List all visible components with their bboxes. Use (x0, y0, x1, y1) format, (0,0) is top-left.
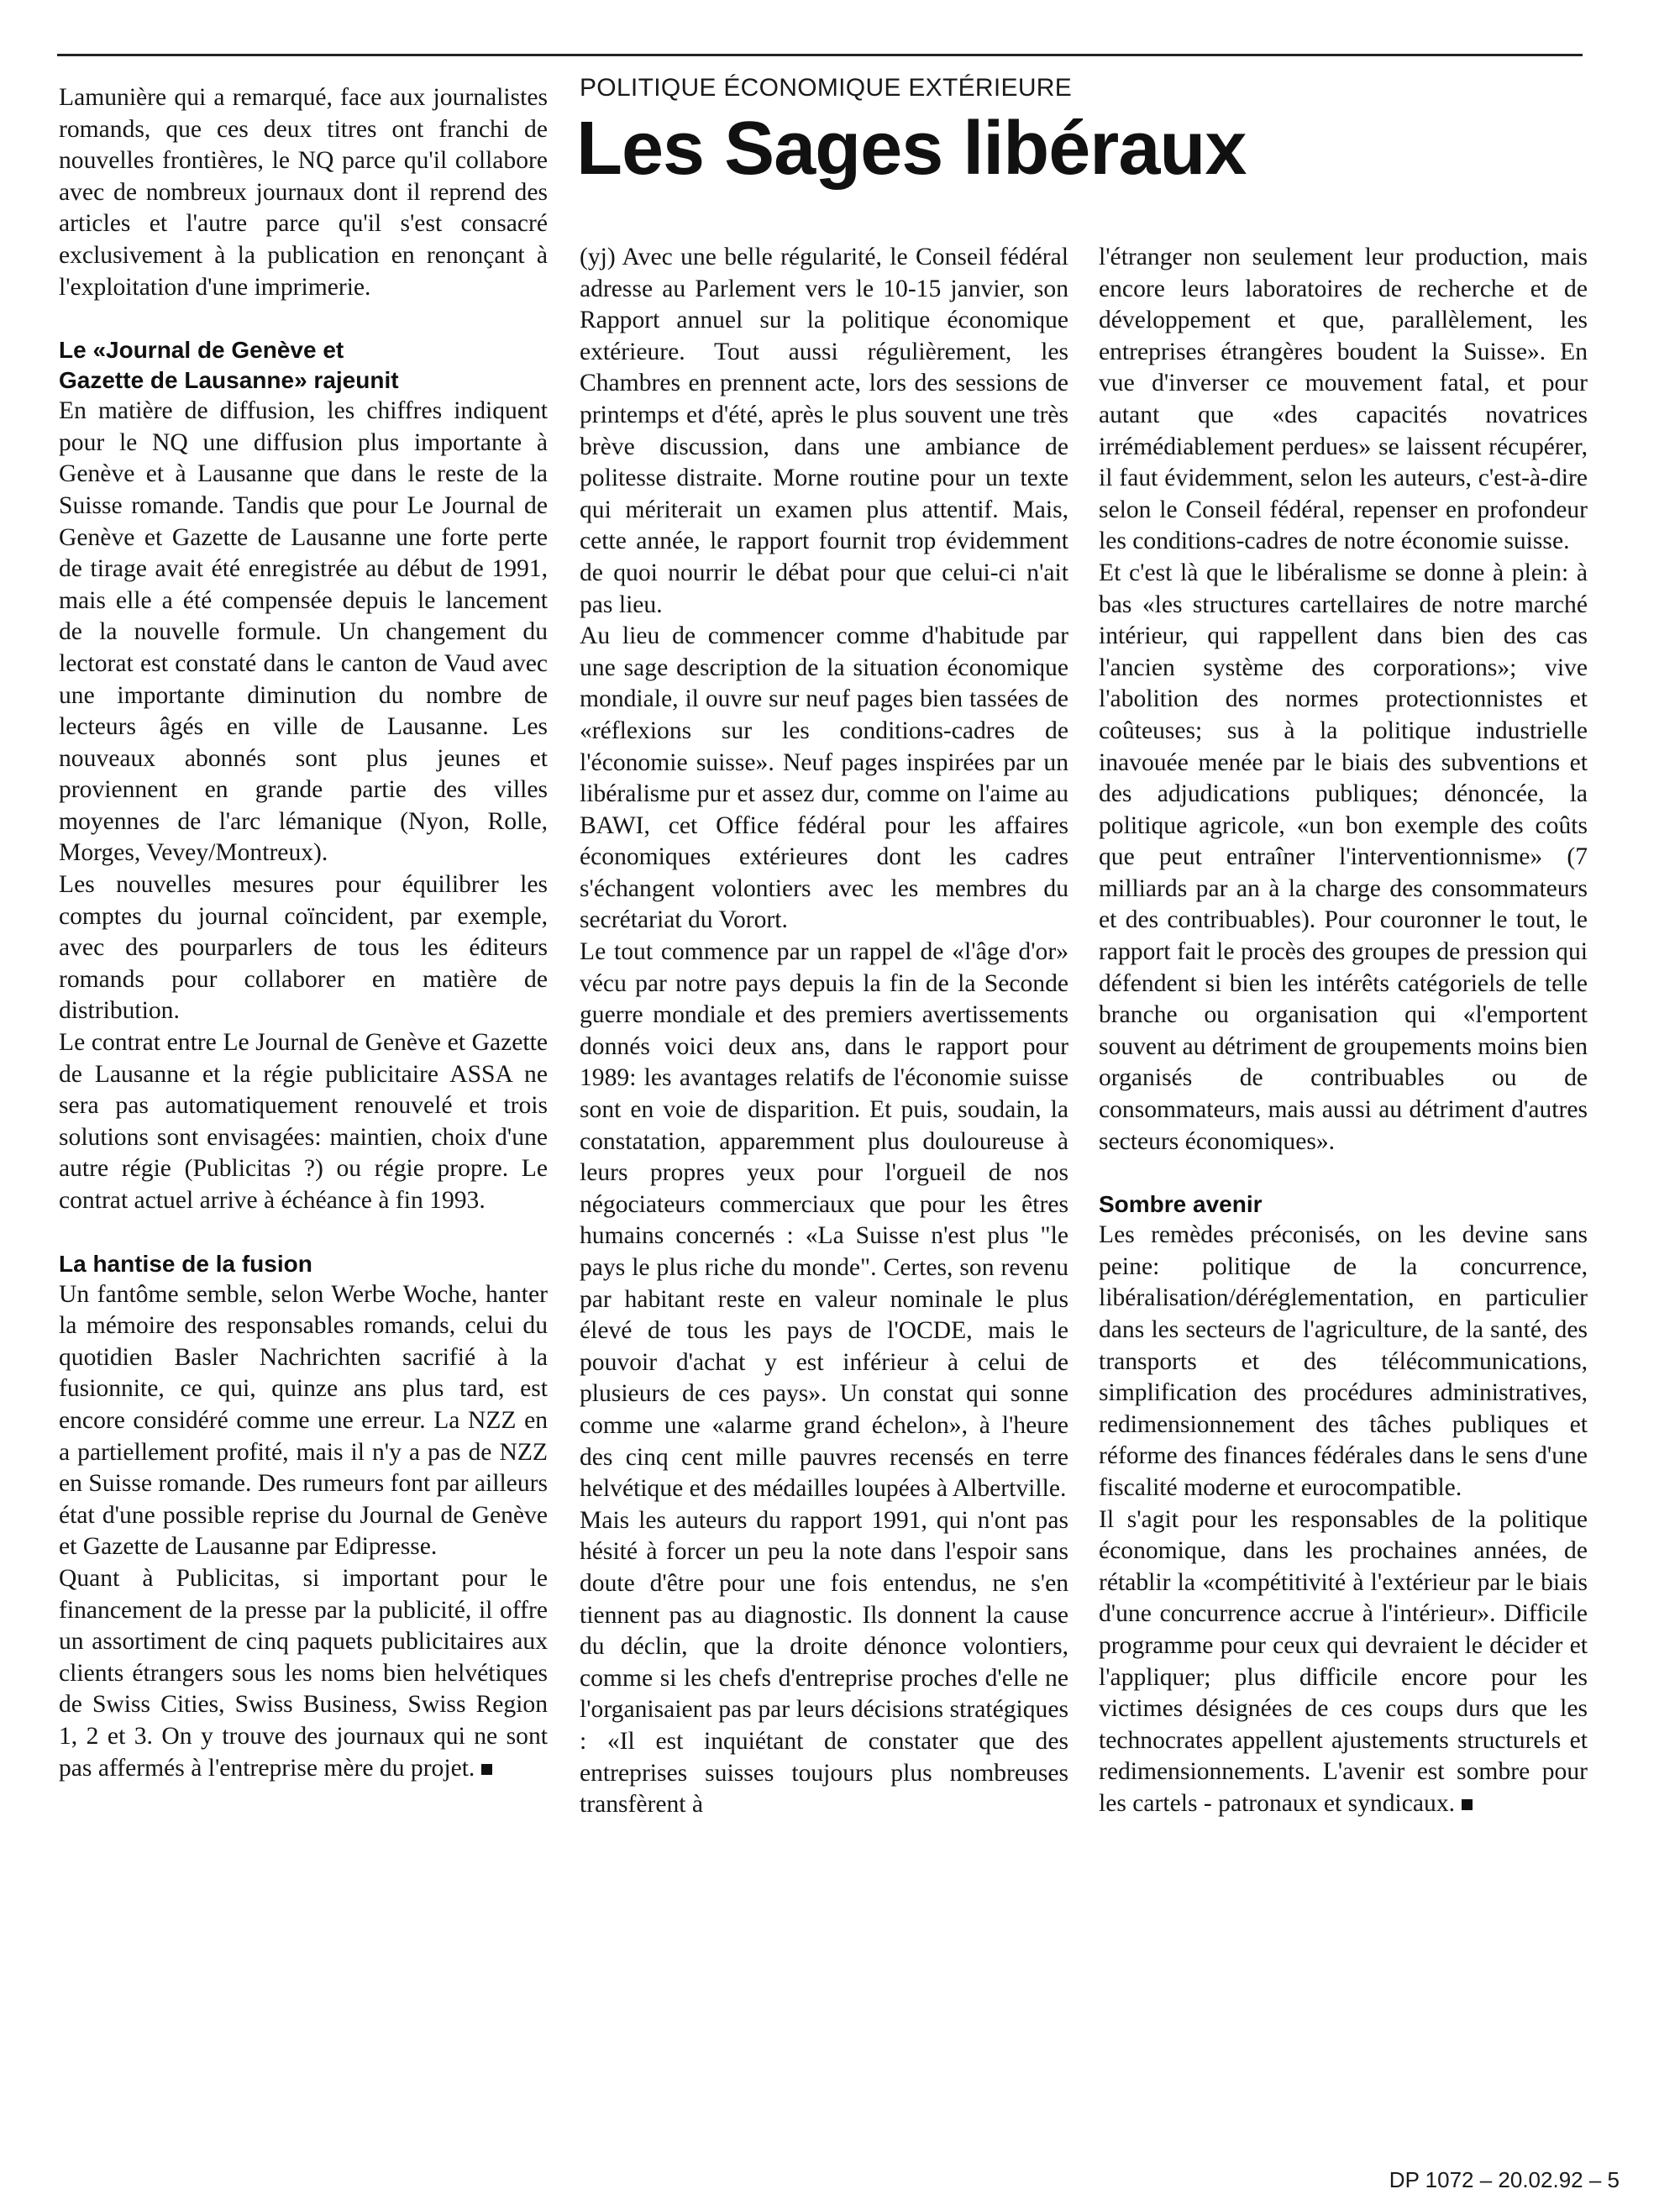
top-rule (57, 54, 1583, 56)
col3-paragraph: l'étranger non seulement leur production, mais encore leurs laboratoires de recherche et de développement et que, parallèlement, les entreprises étrangères boudent la Suisse». En vue d'inverser ce mouvement fatal, et pour autant que «des capacités novatrices irrémédiablement perdues» se laissent récupérer, il faut évidemment, selon les auteurs, c'est-à-dire selon le Conseil fédéral, repenser en profondeur les conditions-cadres de notre économie suisse. (1099, 244, 1588, 555)
column-2 (580, 242, 1068, 1821)
end-of-article-mark (1462, 1799, 1473, 1810)
col2-paragraph: (yj) Avec une belle régularité, le Conseil fédéral adresse au Parlement vers le 10-15 janvier, son Rapport annuel sur la politique économique extérieure. Tout aussi régulièrement, les Chambres en prennent acte, lors des sessions de printemps et d'été, après le plus souvent une très brève discussion, dans une ambiance de politesse distraite. Morne routine pour un texte qui mériterait un examen plus attentif. Mais, cette année, le rapport fournit trop évidemment de quoi nourrir le débat pour que celui-ci n'ait pas lieu. (580, 244, 1068, 618)
column-3 (1099, 242, 1588, 1820)
col1-paragraph: Un fantôme semble, selon Werbe Woche, hanter la mémoire des responsables romands, celui du quotidien Basler Nachrichten sacrifié à la fusionnite, ce qui, quinze ans plus tard, est encore considéré comme une erreur. La NZZ en a partiellement profité, mais il n'y a pas de NZZ en Suisse romande. Des rumeurs font par ailleurs état d'une possible reprise du Journal de Genève et Gazette de Lausanne par Edipresse. (59, 1280, 548, 1561)
col2-paragraph: Mais les auteurs du rapport 1991, qui n'ont pas hésité à forcer un peu la note dans l'espoir sans doute d'être pour une fois entendus, ne s'en tiennent pas au diagnostic. Ils donnent la cause du déclin, que la droite dénonce volontiers, comme si les chefs d'entreprise proches d'elle ne l'organisaient pas par leurs décisions stratégiques : «Il est inquiétant de constater que des entreprises suisses toujours plus nombreuses transfèrent à (580, 1506, 1068, 1819)
col3-paragraph: Les remèdes préconisés, on les devine sans peine: politique de la concurrence, libéralisation/déréglementation, en particulier dans les secteurs de l'agriculture, de la santé, des transports et des télécommunications, simplification des procédures administratives, redimensionnement des tâches publiques et réforme des finances fédérales dans le sens d'une fiscalité moderne et eurocompatible. (1099, 1221, 1588, 1501)
col3-paragraph-text: Il s'agit pour les responsables de la politique économique, dans les prochaines années, de rétablir la «compétitivité à l'extérieur par le biais d'une concurrence accrue à l'intérieur». Difficile programme pour ceux qui devraient le décider et l'appliquer; plus difficile encore pour les victimes désignées de ces coups durs que les technocrates appellent ajustements structurels et redimensionnements. L'avenir est sombre pour les cartels - patronaux et syndicaux. (1099, 1505, 1588, 1817)
end-of-article-mark (481, 1764, 492, 1775)
subheading-journal-geneve (59, 335, 548, 396)
subheading-sombre-avenir: Sombre avenir (1099, 1191, 1263, 1218)
col1-paragraph: En matière de diffusion, les chiffres indiquent pour le NQ une diffusion plus importante à Genève et à Lausanne que dans le reste de la Suisse romande. Tandis que pour Le Journal de Genève et Gazette de Lausanne une forte perte de tirage avait été enregistrée au début de 1991, mais elle a été compensée depuis le lancement de la nouvelle formule. Un changement du lectorat est constaté dans le canton de Vaud avec une importante diminution du nombre de lecteurs âgés en ville de Lausanne. Les nouveaux abonnés sont plus jeunes et proviennent en grande partie des villes moyennes de l'arc lémanique (Nyon, Rolle, Morges, Vevey/Montreux). (59, 397, 548, 867)
col1-paragraph-end (59, 1563, 548, 1784)
col1-intro-paragraph: Lamunière qui a remarqué, face aux journalistes romands, que ces deux titres ont franchi de nouvelles frontières, le NQ parce qu'il collabore avec de nombreux journaux dont il reprend des articles et l'autre parce qu'il s'est consacré exclusivement à la publication en renonçant à l'exploitation d'une imprimerie. (59, 84, 548, 301)
col2-paragraph: Le tout commence par un rappel de «l'âge d'or» vécu par notre pays depuis la fin de la Seconde guerre mondiale et des premiers avertissements donnés voici deux ans, dans le rapport pour 1989: les avantages relatifs de l'économie suisse sont en voie de disparition. Et puis, soudain, la constatation, apparemment plus douloureuse à leurs propres yeux pour l'orgueil de nos négociateurs commerciaux que pour les êtres humains concernés : «La Suisse n'est plus "le pays le plus riche du monde". Certes, son revenu par habitant reste en valeur nominale le plus élevé de tous les pays de l'OCDE, mais le pouvoir d'achat y est inférieur à celui de plusieurs de ces pays». Un constat qui sonne comme une «alarme grand échelon», à l'heure des cinq cent mille pauvres recensés en terre helvétique et des médailles loupées à Albertville. (580, 938, 1068, 1503)
col3-paragraph-end (1099, 1504, 1588, 1820)
section-kicker: POLITIQUE ÉCONOMIQUE EXTÉRIEURE (580, 74, 1073, 102)
subheading-line-1: Le «Journal de Genève et (59, 337, 344, 364)
col1-paragraph: Les nouvelles mesures pour équilibrer les comptes du journal coïncident, par exemple, avec des pourparlers de tous les éditeurs romands pour collaborer en matière de distribution. (59, 871, 548, 1025)
subheading-hantise-fusion: La hantise de la fusion (59, 1250, 312, 1277)
spacer (59, 1217, 548, 1249)
col1-paragraph-text: Quant à Publicitas, si important pour le financement de la presse par la publicité, il offre un assortiment de cinq paquets publicitaires aux clients étrangers sous les noms bien helvétiques de Swiss Cities, Swiss Business, Swiss Region 1, 2 et 3. On y trouve des journaux qui ne sont pas affermés à l'entreprise mère du projet. (59, 1564, 548, 1782)
article-headline: Les Sages libéraux (576, 107, 1247, 191)
col2-paragraph: Au lieu de commencer comme d'habitude par une sage description de la situation économique mondiale, il ouvre sur neuf pages bien tassées de «réflexions sur les conditions-cadres de l'économie suisse». Neuf pages inspirées par un libéralisme pur et assez dur, comme on l'aime au BAWI, cet Office fédéral pour les affaires économiques extérieures dont les cadres s'échangent volontiers avec les membres du secrétariat du Vorort. (580, 622, 1068, 934)
column-1 (59, 82, 548, 1784)
spacer (1099, 1157, 1588, 1189)
subheading-line-2: Gazette de Lausanne» rajeunit (59, 367, 399, 394)
page-footer: DP 1072 – 20.02.92 – 5 (1389, 2167, 1620, 2192)
col3-paragraph: Et c'est là que le libéralisme se donne à plein: à bas «les structures cartellaires de notre marché intérieur, qui rappellent dans bien des cas l'ancien système des corporations»; vive l'abolition des normes protectionnistes et coûteuses; sus à la politique industrielle inavouée menée par le biais des subventions et des adjudications publiques; dénoncée, la politique agricole, «un bon exemple des coûts que peut entraîner l'interventionnisme» (7 milliards par an à la charge des consommateurs et des contribuables). Pour couronner le tout, le rapport fait le procès des groupes de pression qui défendent si bien les intérêts catégoriels de telle branche ou organisation qui «l'emportent souvent au détriment de groupements moins bien organisés de contribuables ou de consommateurs, mais aussi au détriment d'autres secteurs économiques». (1099, 559, 1588, 1155)
spacer (59, 303, 548, 335)
col1-paragraph: Le contrat entre Le Journal de Genève et Gazette de Lausanne et la régie publicitaire ASSA ne sera pas automatiquement renouvelé et trois solutions sont envisagées: maintien, choix d'une autre régie (Publicitas ?) ou régie propre. Le contrat actuel arrive à échéance à fin 1993. (59, 1029, 548, 1214)
